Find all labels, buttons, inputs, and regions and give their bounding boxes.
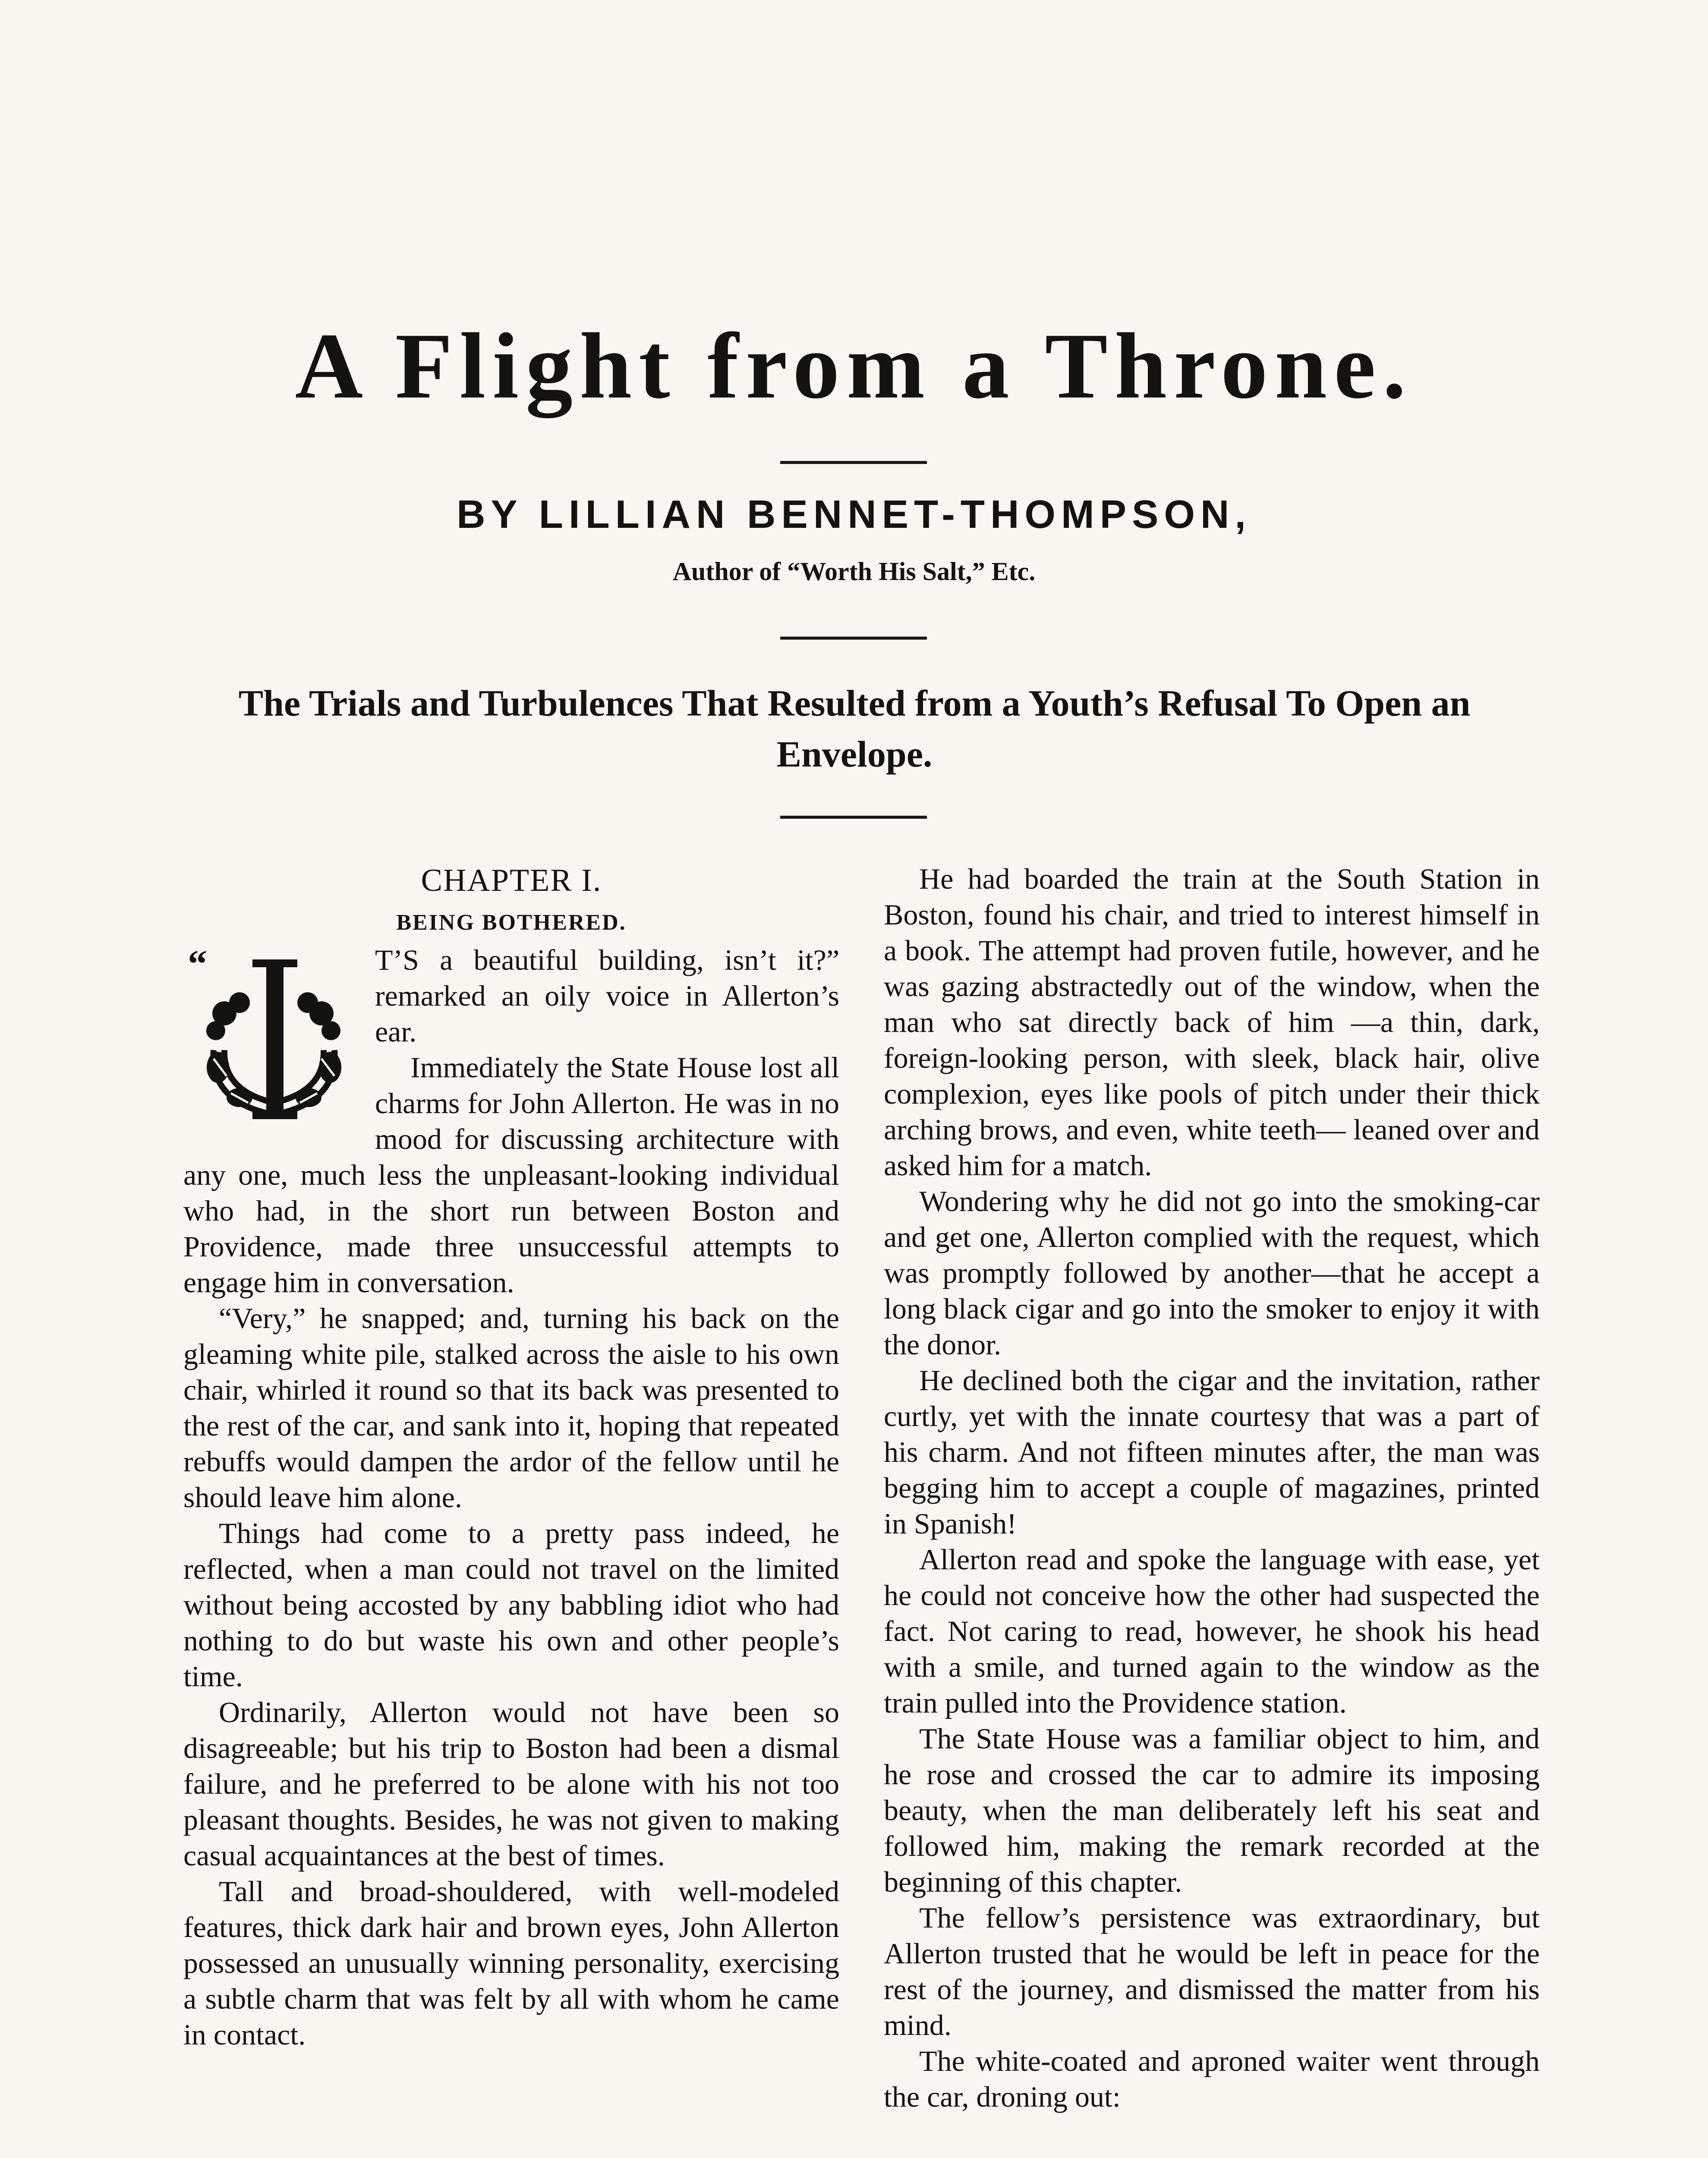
paragraph: Allerton read and spoke the language with ease, yet he could not conceive how the other had suspected the fact. Not caring to read, however, he shook his head with a smile, and turned again to the window as the train pulled into the Providence station. — [884, 1543, 1540, 1719]
opening-line: T’S a beautiful building, isn’t it?” remarked an oily voice in Allerton’s ear. — [375, 943, 839, 1048]
byline-divider — [780, 637, 927, 640]
paragraph: Wondering why he did not go into the smoking-car and get one, Allerton complied with the request, which was promptly followed by another—that he accept a long black cigar and go into the smoker to enjoy it with the donor. — [884, 1185, 1540, 1361]
paragraph: Tall and broad-shouldered, with well-modeled features, thick dark hair and brown eyes, John Allerton possessed an unusually winning personality, exercising a subtle charm that was felt by all with whom he came in contact. — [183, 1875, 839, 2051]
opening-quote: “ — [188, 943, 207, 985]
paragraph: The fellow’s persistence was extraordinary, but Allerton trusted that he would be left in peace for the rest of the journey, and dismissed the matter from his mind. — [884, 1901, 1540, 2041]
chapter-subheading: BEING BOTHERED. — [396, 910, 627, 935]
author-byline: BY LILLIAN BENNET-THOMPSON, — [457, 492, 1251, 536]
paragraph: The State House was a familiar object to him, and he rose and crossed the car to admire its imposing beauty, when the man deliberately left his seat and followed him, making the remark recorded at the beginning of this chapter. — [884, 1722, 1540, 1898]
paragraph: The white-coated and aproned waiter went through the car, droning out: — [884, 2044, 1540, 2113]
author-credits: Author of “Worth His Salt,” Etc. — [672, 557, 1036, 586]
story-subtitle: The Trials and Turbulences That Resulted from a Youth’s Refusal To Open an Envelope. — [238, 682, 1471, 775]
wreath-ornament-icon — [183, 942, 365, 1128]
right-column — [884, 861, 1540, 2115]
left-column — [183, 861, 839, 2053]
dropcap-letter: I — [274, 1123, 275, 1124]
story-title: A Flight from a Throne. — [295, 314, 1413, 418]
ornamental-dropcap — [183, 942, 365, 1128]
chapter-heading: CHAPTER I. — [421, 863, 602, 898]
paragraph: He declined both the cigar and the invitation, rather curtly, yet with the innate courtesy that was a part of his charm. And not fifteen minutes after, the man was begging him to accept a couple of magazines, printed in Spanish! — [884, 1364, 1540, 1540]
paragraph: Ordinarily, Allerton would not have been so disagreeable; but his trip to Boston had been a dismal failure, and he preferred to be alone with his not too pleasant thoughts. Besides, he was not given to making casual acquaintances at the best of times. — [183, 1696, 839, 1872]
paragraph: Things had come to a pretty pass indeed, he reflected, when a man could not travel on the limited without being accosted by any babbling idiot who had nothing to do but waste his own and other people’s time. — [183, 1517, 839, 1693]
paragraph: He had boarded the train at the South Station in Boston, found his chair, and tried to interest himself in a book. The attempt had proven futile, however, and he was gazing abstractedly out of the window, when the man who sat directly back of him —a thin, dark, foreign-looking person, with sleek, black hair, olive complexion, eyes like pools of pitch under their thick arching brows, and even, white teeth— leaned over and asked him for a match. — [884, 862, 1540, 1182]
paragraph: “Very,” he snapped; and, turning his back on the gleaming white pile, stalked across the aisle to his own chair, whirled it round so that its back was presented to the rest of the car, and sank into it, hoping that repeated rebuffs would dampen the ardor of the fellow until he should leave him alone. — [183, 1302, 839, 1514]
subtitle-divider — [780, 816, 927, 819]
title-divider — [780, 461, 927, 464]
paragraph: Immediately the State House lost all charms for John Allerton. He was in no mood for discussing architecture with any one, much less the unpleasant-looking individual who had, in the short run between Boston and Providence, made three unsuccessful attempts to engage him in conversation. — [183, 1051, 839, 1299]
